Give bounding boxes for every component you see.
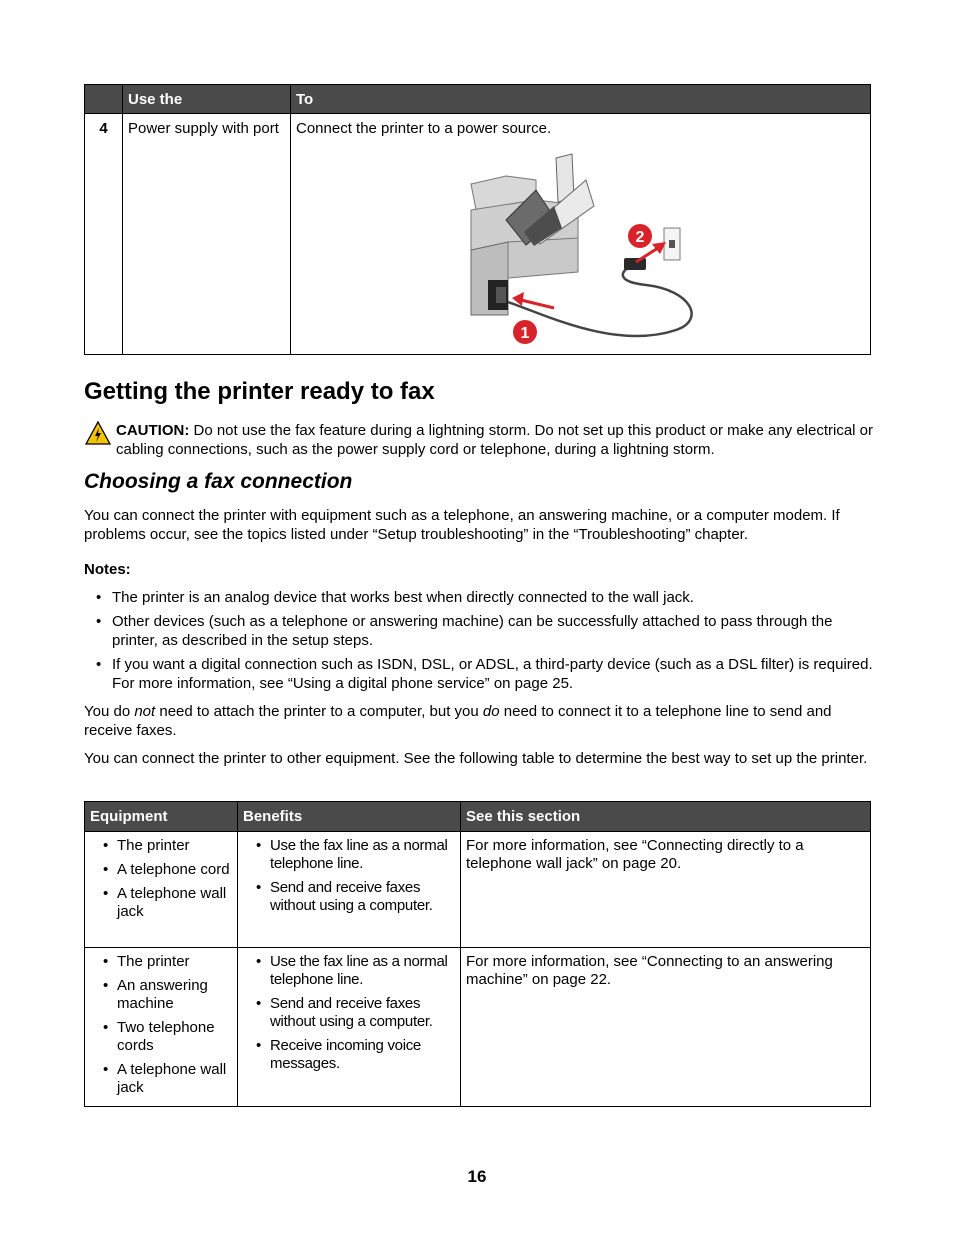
list-item: • A telephone wall jack (90, 1061, 232, 1097)
wall-outlet (664, 228, 680, 260)
row-number: 4 (85, 114, 123, 355)
list-item: • The printer (90, 953, 232, 971)
list-item: • Two telephone cords (90, 1019, 232, 1055)
page-number: 16 (467, 1167, 487, 1186)
list-item: • The printer (90, 837, 232, 855)
section-cell: For more information, see “Connecting directly to a telephone wall jack” on page 20. (461, 832, 871, 948)
callout-2: 2 (635, 229, 645, 246)
computer-note-emphasis: do (482, 703, 500, 720)
computer-note-part: need to connect it to a telephone line to send and receive faxes. (84, 703, 832, 739)
row-use: Power supply with port (123, 114, 291, 355)
computer-note-part: need to attach the printer to a computer, but you (155, 703, 483, 720)
header-cell-num (85, 85, 123, 114)
callout-1: 1 (520, 325, 530, 342)
computer-note (84, 702, 874, 740)
section-cell: For more information, see “Connecting to an answering machine” on page 22. (461, 948, 871, 1107)
caution-body: Do not use the fax feature during a lightning storm. Do not set up this product or make any electrical or cabling connections, such as the power supply cord or telephone, during a lightning storm. (116, 422, 874, 458)
list-item: • Other devices (such as a telephone or answering machine) can be successfully attached to pass through the printer, as described in the setup steps. (84, 612, 874, 650)
caution-text (116, 421, 874, 459)
header-cell-section: See this section (461, 802, 871, 832)
notes-list (84, 588, 874, 698)
equipment-intro: You can connect the printer to other equipment. See the following table to determine the best way to set up the printer. (84, 750, 868, 767)
table-row (85, 948, 871, 1107)
row-to-text: Connect the printer to a power source. (296, 120, 552, 137)
list-item: • Receive incoming voice messages. (243, 1037, 455, 1073)
equipment-table (84, 801, 871, 1107)
caution-label: CAUTION: (116, 422, 190, 439)
cord-plug (624, 258, 646, 270)
warning-triangle-lightning-icon (85, 421, 111, 445)
benefits-cell (238, 832, 461, 948)
list-item: • If you want a digital connection such as ISDN, DSL, or ADSL, a third-party device (such as a DSL filter) is required. For more information, see “Using a digital phone service” on page 25. (84, 655, 874, 693)
notes-label: Notes: (84, 561, 131, 578)
header-cell-use: Use the (123, 85, 291, 114)
list-item: • A telephone cord (90, 861, 232, 879)
section-title: Getting the printer ready to fax (84, 378, 435, 405)
equipment-cell (85, 948, 238, 1107)
parts-table-header (85, 85, 871, 114)
list-item: • Send and receive faxes without using a computer. (243, 995, 455, 1031)
printer-power-illustration (466, 150, 698, 350)
list-item: • A telephone wall jack (90, 885, 232, 921)
intro-paragraph: You can connect the printer with equipment such as a telephone, an answering machine, or a computer modem. If problems occur, see the topics listed under “Setup troubleshooting” in the “Troubleshooting” chapter. (84, 507, 840, 543)
subsection-title: Choosing a fax connection (84, 470, 353, 493)
header-cell-to: To (291, 85, 871, 114)
computer-note-part: You do (84, 703, 135, 720)
benefits-cell (238, 948, 461, 1107)
list-item: • The printer is an analog device that works best when directly connected to the wall jack. (84, 588, 874, 607)
equipment-cell (85, 832, 238, 948)
list-item: • Use the fax line as a normal telephone line. (243, 837, 455, 873)
header-cell-equipment: Equipment (85, 802, 238, 832)
equipment-table-header (85, 802, 871, 832)
arrow-1 (521, 300, 554, 308)
list-item: • Send and receive faxes without using a computer. (243, 879, 455, 915)
list-item: • An answering machine (90, 977, 232, 1013)
computer-note-emphasis: not (134, 703, 156, 720)
arrow-2 (636, 248, 658, 262)
list-item: • Use the fax line as a normal telephone line. (243, 953, 455, 989)
table-row (85, 832, 871, 948)
header-cell-benefits: Benefits (238, 802, 461, 832)
